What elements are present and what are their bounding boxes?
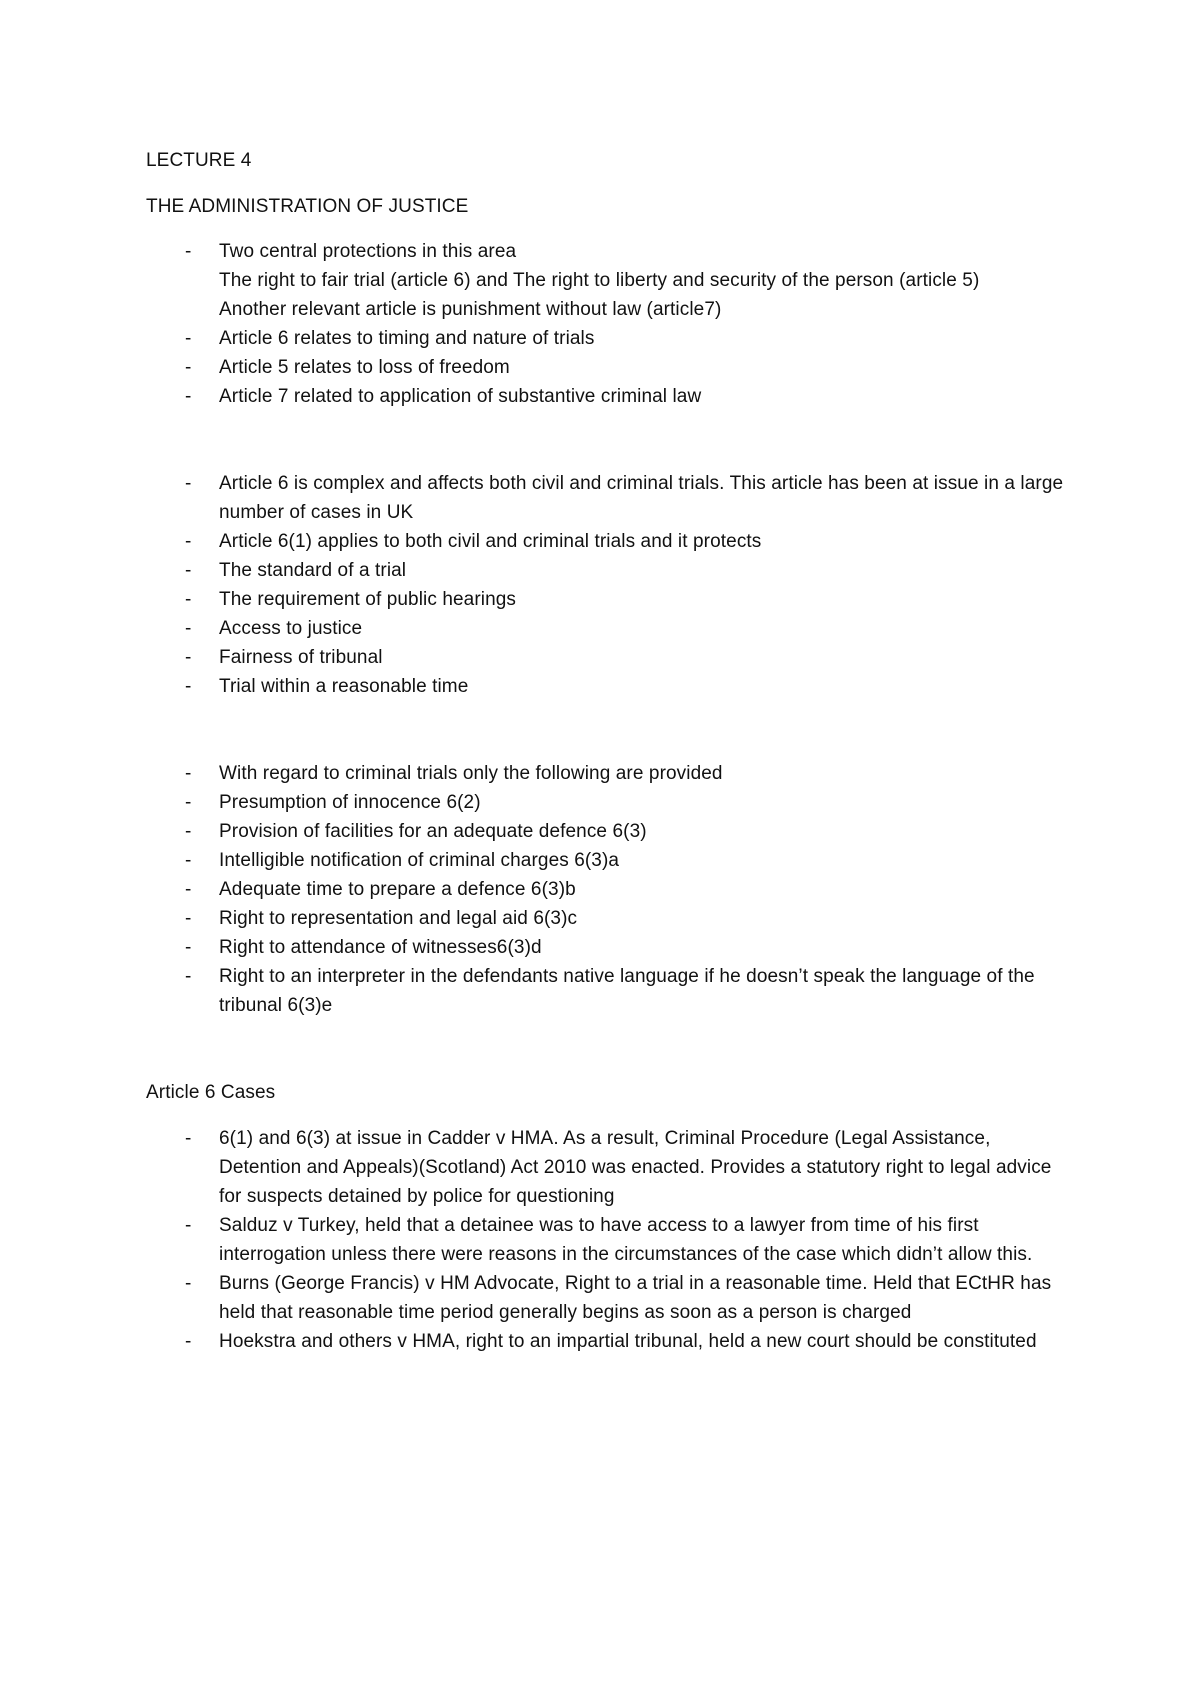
- list-item-text: Right to an interpreter in the defendants native language if he doesn’t speak the language of the tribunal 6(3)e: [219, 966, 1035, 1016]
- bullet-dash: -: [185, 618, 192, 639]
- list-item: [146, 1327, 1066, 1356]
- bullet-dash: -: [185, 531, 192, 552]
- cases-list: [146, 1124, 1066, 1356]
- bullet-dash: -: [185, 792, 192, 813]
- list-item: [146, 643, 1066, 672]
- bullet-dash: -: [185, 328, 192, 349]
- bullet-dash: -: [185, 908, 192, 929]
- bullet-dash: -: [185, 966, 192, 987]
- list-item: [146, 1211, 1066, 1269]
- list-item-text: Salduz v Turkey, held that a detainee was to have access to a lawyer from time of his first interrogation unless there were reasons in the circumstances of the case which didn’t allow this.: [219, 1215, 1033, 1265]
- list-item: [146, 817, 1066, 846]
- blank-space: [146, 411, 1066, 469]
- lecture-title: LECTURE 4: [146, 150, 252, 171]
- list-item: [146, 788, 1066, 817]
- bullet-dash: -: [185, 589, 192, 610]
- criminal-trials-list: [146, 759, 1066, 1020]
- list-item: [146, 237, 1066, 324]
- list-item: [146, 962, 1066, 1020]
- list-item: [146, 672, 1066, 701]
- list-item-text: Adequate time to prepare a defence 6(3)b: [219, 879, 576, 900]
- list-item-text: Article 6(1) applies to both civil and criminal trials and it protects: [219, 531, 762, 552]
- list-item: [146, 527, 1066, 556]
- list-item: [146, 324, 1066, 353]
- list-item-text: Article 5 relates to loss of freedom: [219, 357, 510, 378]
- list-item-continuation: Another relevant article is punishment without law (article7): [219, 299, 722, 320]
- list-item: [146, 353, 1066, 382]
- list-item: [146, 904, 1066, 933]
- bullet-dash: -: [185, 473, 192, 494]
- list-item: [146, 1269, 1066, 1327]
- bullet-dash: -: [185, 879, 192, 900]
- cases-heading: Article 6 Cases: [146, 1082, 276, 1103]
- list-item: [146, 759, 1066, 788]
- bullet-dash: -: [185, 1331, 192, 1352]
- protections-list: [146, 237, 1066, 411]
- list-item: [146, 846, 1066, 875]
- bullet-dash: -: [185, 357, 192, 378]
- list-item-continuation: The right to fair trial (article 6) and The right to liberty and security of the person (article 5): [219, 270, 980, 291]
- list-item-text: Article 7 related to application of substantive criminal law: [219, 386, 702, 407]
- list-item: [146, 875, 1066, 904]
- list-item: [146, 556, 1066, 585]
- list-item-text: The standard of a trial: [219, 560, 407, 581]
- bullet-dash: -: [185, 937, 192, 958]
- bullet-dash: -: [185, 241, 192, 262]
- list-item: [146, 614, 1066, 643]
- list-item-text: Article 6 is complex and affects both civil and criminal trials. This article has been at issue in a large number of cases in UK: [219, 473, 1064, 523]
- blank-space: [146, 701, 1066, 759]
- article6-list: [146, 469, 1066, 701]
- list-item-text: Right to representation and legal aid 6(3)c: [219, 908, 578, 929]
- document-body: [146, 146, 1066, 1356]
- list-item-text: 6(1) and 6(3) at issue in Cadder v HMA. As a result, Criminal Procedure (Legal Assistance, Detention and Appeals)(Scotland) Act 2010 was enacted. Provides a statutory right to legal advice for suspects detained by police for questioning: [219, 1128, 1052, 1207]
- list-item: [146, 469, 1066, 527]
- bullet-dash: -: [185, 676, 192, 697]
- bullet-dash: -: [185, 1128, 192, 1149]
- list-item-text: With regard to criminal trials only the following are provided: [219, 763, 723, 784]
- bullet-dash: -: [185, 763, 192, 784]
- list-item-text: Trial within a reasonable time: [219, 676, 469, 697]
- bullet-dash: -: [185, 386, 192, 407]
- list-item-text: Burns (George Francis) v HM Advocate, Right to a trial in a reasonable time. Held that ECtHR has held that reasonable time period generally begins as soon as a person is charged: [219, 1273, 1052, 1323]
- list-item-text: Right to attendance of witnesses6(3)d: [219, 937, 542, 958]
- bullet-dash: -: [185, 821, 192, 842]
- list-item-text: Two central protections in this area: [219, 241, 517, 262]
- list-item-text: Fairness of tribunal: [219, 647, 383, 668]
- list-item-text: Article 6 relates to timing and nature of trials: [219, 328, 595, 349]
- list-item-text: Provision of facilities for an adequate defence 6(3): [219, 821, 647, 842]
- bullet-dash: -: [185, 1273, 192, 1294]
- list-item: [146, 585, 1066, 614]
- section-title: THE ADMINISTRATION OF JUSTICE: [146, 196, 469, 217]
- list-item-text: The requirement of public hearings: [219, 589, 517, 610]
- bullet-dash: -: [185, 1215, 192, 1236]
- bullet-dash: -: [185, 560, 192, 581]
- list-item-text: Presumption of innocence 6(2): [219, 792, 481, 813]
- list-item: [146, 1124, 1066, 1211]
- list-item: [146, 933, 1066, 962]
- bullet-dash: -: [185, 647, 192, 668]
- list-item-text: Hoekstra and others v HMA, right to an impartial tribunal, held a new court should be constituted: [219, 1331, 1037, 1352]
- list-item-text: Intelligible notification of criminal charges 6(3)a: [219, 850, 620, 871]
- list-item-text: Access to justice: [219, 618, 363, 639]
- bullet-dash: -: [185, 850, 192, 871]
- list-item: [146, 382, 1066, 411]
- blank-space: [146, 1020, 1066, 1078]
